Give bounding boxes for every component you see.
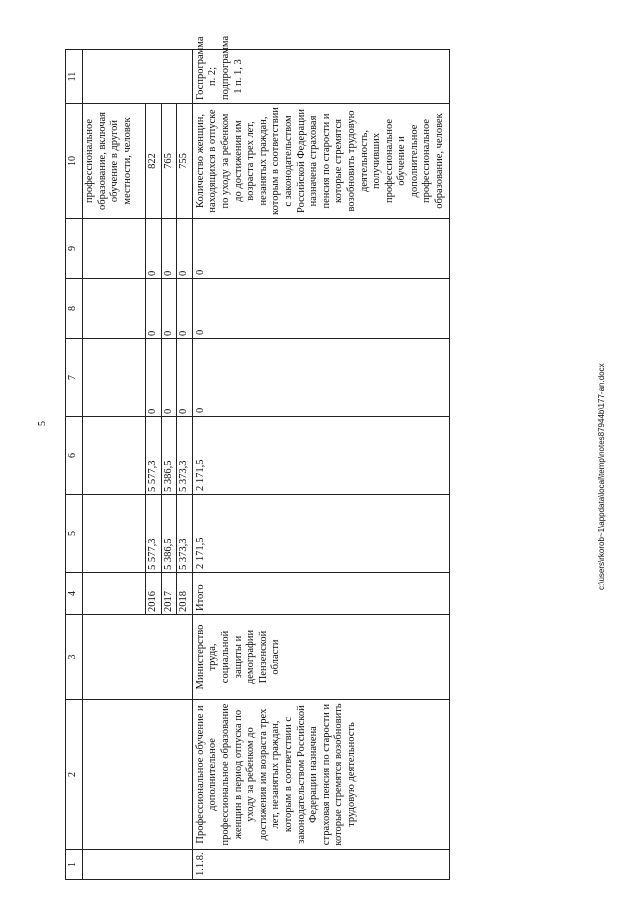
measure-number: 1.1.8. bbox=[192, 850, 449, 880]
amount-cell: 0 bbox=[161, 219, 177, 278]
indicator-value: 822 bbox=[146, 104, 162, 218]
amount-cell: 0 bbox=[178, 270, 190, 276]
col-number: 10 bbox=[66, 104, 83, 219]
year-cell: 2016 bbox=[146, 573, 162, 614]
measure-description: Профессиональное обучение и дополнительное профессиональное образование женщин в период отпуска по уходу за ребенком до достижения им возраста трех лет, незанятых граждан, которым в соответствии с законодательством Российской Федерации назначена страховая пенсия по старости и которые стремятся возобновить трудовую деятельность bbox=[192, 700, 449, 850]
amount-cell: 0 bbox=[178, 408, 190, 414]
measure-period: Итого bbox=[192, 573, 449, 615]
measure-executor: Министерство труда, социальной защиты и демографии Пензенской области bbox=[192, 615, 449, 700]
program-table bbox=[65, 35, 450, 880]
measure-program-ref: Госпрограмма п. 2; подпрограмма 1 п. 1, 3 bbox=[192, 50, 449, 104]
amount-cell: 5 386,5 bbox=[161, 417, 177, 494]
col-number: 2 bbox=[66, 700, 83, 850]
col-number: 4 bbox=[66, 573, 83, 615]
amount-cell: 0 bbox=[178, 330, 190, 336]
column-number-row bbox=[66, 50, 83, 880]
col-number: 9 bbox=[66, 219, 83, 279]
col-number: 3 bbox=[66, 615, 83, 700]
col-number: 7 bbox=[66, 339, 83, 417]
measure-amount: 2 171,5 bbox=[192, 495, 449, 573]
measure-indicator: Количество женщин, находящихся в отпуске по уходу за ребенком до достижения им возраста трех лет, незанятых граждан, которым в соответствии с законодательством Российской Федерации назначена страховая пенсия по старости и которые стремятся возобновить трудовую деятельность, получивших профессиональное обучение и дополнительное профессиональное образование, человек bbox=[192, 104, 449, 219]
year-cell: 2017 bbox=[161, 573, 177, 614]
amount-cell: 5 373,3 bbox=[178, 538, 190, 570]
continuation-row bbox=[83, 50, 193, 880]
program-table-container bbox=[65, 35, 595, 880]
measure-row bbox=[192, 50, 449, 880]
amount-cell: 0 bbox=[161, 279, 177, 338]
amount-cell: 5 577,3 bbox=[146, 417, 162, 494]
measure-amount: 0 bbox=[192, 279, 449, 339]
col-number: 1 bbox=[66, 850, 83, 880]
indicator-value: 755 bbox=[178, 153, 190, 169]
amount-cell: 0 bbox=[146, 219, 162, 278]
amount-cell: 5 577,3 bbox=[146, 495, 162, 572]
measure-amount: 2 171,5 bbox=[192, 417, 449, 495]
years-subtable bbox=[83, 573, 192, 614]
col-number: 8 bbox=[66, 279, 83, 339]
indicator-value: 765 bbox=[161, 104, 177, 218]
col-number: 5 bbox=[66, 495, 83, 573]
measure-amount: 0 bbox=[192, 219, 449, 279]
amount-cell: 5 373,3 bbox=[178, 460, 190, 492]
amount-cell: 5 386,5 bbox=[161, 495, 177, 572]
year-cell: 2018 bbox=[178, 591, 190, 612]
document-path-footer: c:\users\rkorob~1\appdata\local\temp\notes87944b\177-an.docx bbox=[597, 363, 606, 590]
amount-cell: 0 bbox=[146, 339, 162, 416]
amount-cell: 0 bbox=[146, 279, 162, 338]
col-number: 11 bbox=[66, 50, 83, 104]
measure-amount: 0 bbox=[192, 339, 449, 417]
indicator-continuation: профессиональное образование, включая обучение в другой местности, человек bbox=[83, 104, 146, 218]
amount-cell: 0 bbox=[161, 339, 177, 416]
page-number: 5 bbox=[37, 421, 48, 426]
col-number: 6 bbox=[66, 417, 83, 495]
